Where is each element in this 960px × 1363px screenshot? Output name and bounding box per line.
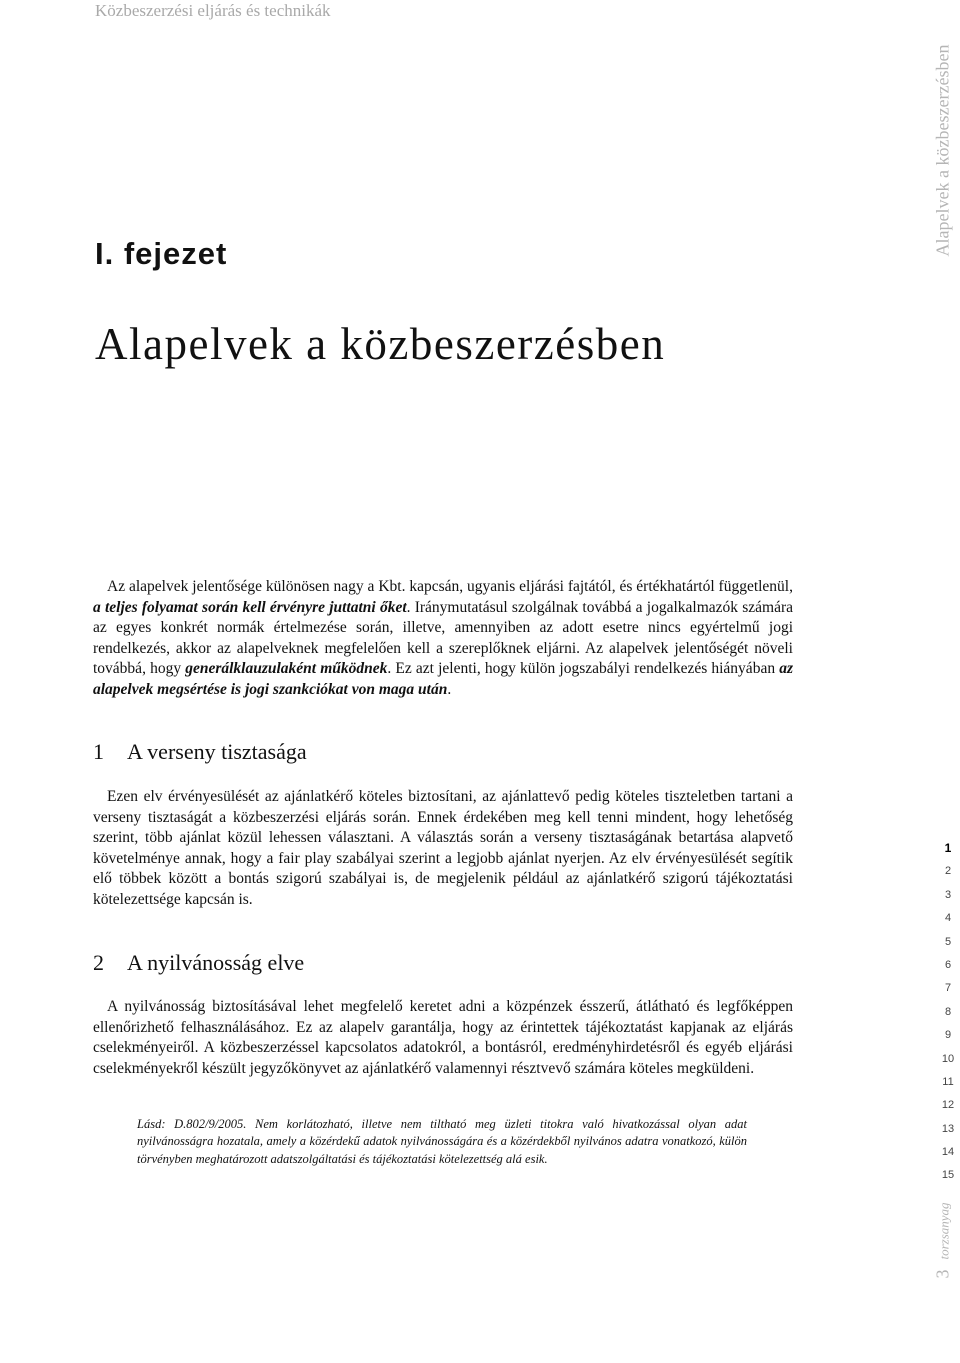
margin-number[interactable]: 8 [944,1005,952,1018]
margin-number[interactable]: 6 [944,958,952,971]
section-number: 2 [93,950,104,975]
chapter-title: Alapelvek a közbeszerzésben [95,319,666,369]
margin-number[interactable]: 5 [944,935,952,948]
margin-number[interactable]: 1 [944,841,952,855]
margin-number[interactable]: 13 [941,1122,955,1135]
intro-text-3: . Ez azt jelenti, hogy külön jogszabályi rendelkezés hiányában [387,660,780,678]
section-2-paragraph: A nyilvánosság biztosításával lehet megfelelő keretet adni a közpénzek ésszerű, átlátható és legfőképpen ellenőrizhető felhasználásához. Ez az alapelv garantálja, hogy az érintettek tájékoztatást kapjanak az eljárás cselekményeiről. A közbeszerzéssel kapcsolatos adatokról, a bontásról, eredményhirdetésről és egyéb eljárási cselekményekről készült jegyzőkönyvet az ajánlatkérő valamennyi résztvevő számára köteles megküldeni. [93,998,793,1077]
section-title: A verseny tisztasága [127,739,307,764]
intro-paragraph [93,577,793,701]
side-chapter-title [925,40,960,260]
margin-number[interactable]: 7 [944,982,952,995]
margin-number[interactable]: 4 [944,912,952,925]
margin-number[interactable]: 11 [942,1075,954,1088]
page-number: 3 [932,1269,953,1279]
page-footer [925,1190,960,1290]
footer-stem: torzsanyag [936,1201,952,1260]
margin-number[interactable]: 9 [944,1029,952,1042]
intro-text-1: Az alapelvek jelentősége különösen nagy a Kbt. kapcsán, ugyanis eljárási fajtától, és értékhatártól függetlenül, [107,578,793,595]
footnote [137,1116,747,1168]
section-heading-2 [93,950,304,976]
margin-line-numbers [935,837,960,1188]
section-number: 1 [93,739,104,764]
margin-number[interactable]: 12 [941,1099,955,1112]
margin-number[interactable]: 10 [941,1052,955,1065]
intro-emphasis-3: az alapelvek megsértése is jogi szankciókat von maga után [93,660,793,698]
footnote-reference: Lásd: D.802/9/2005. [137,1117,247,1131]
page-footer-text [933,1202,954,1278]
side-chapter-title-text: Alapelvek a közbeszerzésben [932,44,953,256]
section-1-paragraph: Ezen elv érvényesülését az ajánlatkérő köteles biztosítani, az ajánlattevő pedig köteles tiszteletben tartani a verseny tisztaságát a közbeszerzési eljárás során. Ennek érdekében meg kell tenni mindent, hogy lehetőség szerint, több ajánlat közül lehessen választani. A választás során a verseny tisztaságának betartása alapvető követelménye annak, hogy a fair play szabályai szerint a legjobb ajánlat nyerjen. Az elv érvényesülését segítik elő többek között a bontás szigorú szabályai is, de megjelenik például az ajánlatkérő szigorú tájékoztatási kötelezettsége kapcsán is. [93,788,793,908]
margin-number[interactable]: 14 [941,1146,955,1159]
margin-number[interactable]: 2 [944,865,952,878]
footnote-text: Nem korlátozható, illetve nem tiltható meg üzleti titokra való hivatkozással olyan adat nyilvánosságra hozatala, amely a közérdekű adatok nyilvánosságára és a közérdekből nyilvános adatra vonatkozó, külön törvényben meghatározott adatszolgáltatási és tájékoztatási kötelezettség alá esik. [137,1117,747,1166]
chapter-label: I. fejezet [95,236,228,271]
intro-emphasis-2: generálklauzulaként működnek [185,660,388,678]
intro-text-4: . [447,680,452,698]
intro-text-2: . Iránymutatásul szolgálnak továbbá a jogalkalmazók számára az egyes konkrét normák értelmezése során, illetve, amennyiben az adott esetre nincs egyértelmű jogi rendelkezés, akkor az alapelveknek megfelelően kell a szereplőknek eljárni. Az alapelvek jelentőségét növeli továbbá, hogy [93,598,794,678]
section-title: A nyilvánosság elve [127,950,305,975]
margin-number[interactable]: 3 [944,888,952,901]
margin-number[interactable]: 15 [941,1169,955,1182]
running-header: Közbeszerzési eljárás és technikák [95,1,331,20]
section-heading-1 [93,739,307,765]
intro-emphasis-1: a teljes folyamat során kell érvényre juttatni őket [93,598,407,616]
